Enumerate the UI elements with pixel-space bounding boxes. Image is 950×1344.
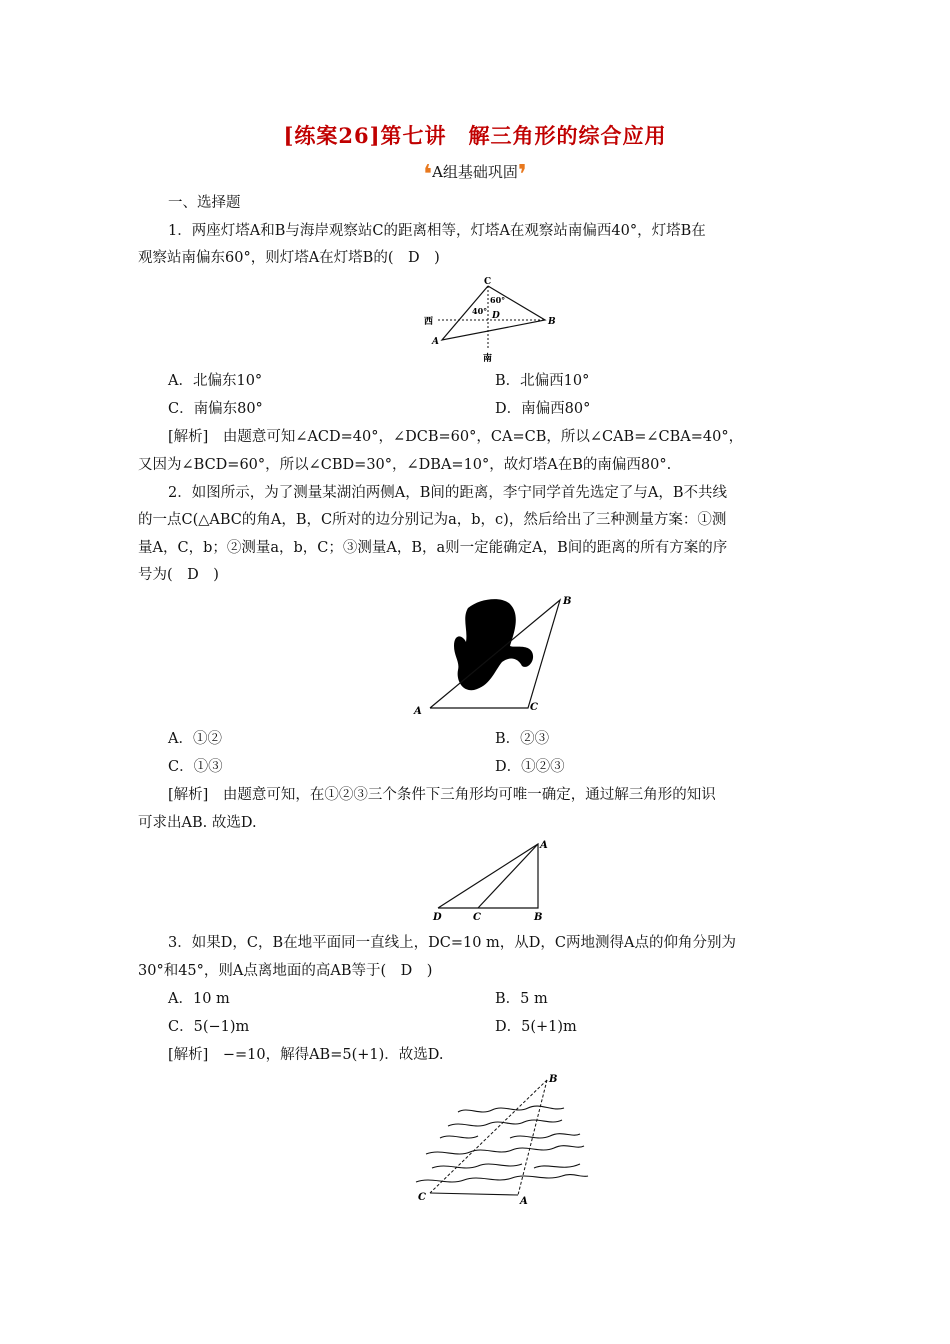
q3-label-C: C <box>473 912 481 923</box>
q2-label-A: A <box>414 706 422 717</box>
q1-analysis-line1: [解析] 由题意可知∠ACD=40°，∠DCB=60°，CA=CB，所以∠CAB=∠CBA=40°， <box>168 429 744 445</box>
q3-label-B: B <box>534 912 543 923</box>
q2-figure <box>410 590 585 718</box>
q2-stem-line3: 量A，C，b；②测量a，b，C；③测量A，B，a则一定能确定A，B间的距离的所有方案的序 <box>138 540 728 556</box>
q2-analysis-line2: 可求出AB. 故选D. <box>138 815 257 831</box>
q1-option-d: D．南偏西80° <box>495 401 591 417</box>
q1-figure <box>420 272 570 364</box>
q1-option-a: A．北偏东10° <box>168 373 263 389</box>
q2-stem-line4: 号为( D ) <box>138 567 219 583</box>
q3-figure <box>428 836 558 924</box>
q1-option-b: B．北偏西10° <box>495 373 590 389</box>
q4-label-B: B <box>549 1074 558 1085</box>
q1-label-A: A <box>432 337 439 347</box>
q1-option-c: C．南偏东80° <box>168 401 263 417</box>
section-heading: 一、选择题 <box>168 195 241 211</box>
q3-option-c: C．5(−1)m <box>168 1019 250 1035</box>
group-badge <box>0 160 950 190</box>
q3-stem-line2: 30°和45°，则A点离地面的高AB等于( D ) <box>138 963 433 979</box>
q4-figure <box>412 1068 592 1210</box>
page-title: [练案26]第七讲 解三角形的综合应用 <box>283 123 667 148</box>
q3-option-b: B．5 m <box>495 991 548 1007</box>
q3-label-D: D <box>433 912 442 923</box>
q1-label-C: C <box>484 277 492 287</box>
q1-label-west: 西 <box>424 317 434 327</box>
q4-label-C: C <box>418 1192 426 1203</box>
group-label: A组基础巩固 <box>432 163 518 181</box>
q4-label-A: A <box>520 1196 528 1207</box>
q3-stem-line1: 3．如果D，C，B在地平面同一直线上，DC=10 m，从D，C两地测得A点的仰角分别为 <box>168 935 736 951</box>
q3-analysis-line1: [解析] −=10，解得AB=5(+1)．故选D. <box>168 1047 444 1063</box>
q2-option-a: A．①② <box>168 731 222 747</box>
q2-stem-line1: 2．如图所示，为了测量某湖泊两侧A，B间的距离，李宁同学首先选定了与A，B不共线 <box>168 485 727 501</box>
q2-label-C: C <box>530 702 538 713</box>
q2-option-b: B．②③ <box>495 731 550 747</box>
close-quote-icon: ❜ <box>517 160 527 190</box>
q1-analysis-line2: 又因为∠BCD=60°，所以∠CBD=30°，∠DBA=10°，故灯塔A在B的南偏西80°. <box>138 457 672 473</box>
q1-stem-line1: 1．两座灯塔A和B与海岸观察站C的距离相等，灯塔A在观察站南偏西40°，灯塔B在 <box>168 223 706 239</box>
q1-label-south: 南 <box>483 354 493 364</box>
q3-option-d: D．5(+1)m <box>495 1019 577 1035</box>
q2-lake-shape <box>454 599 533 690</box>
q2-label-B: B <box>563 596 572 607</box>
q2-stem-line2: 的一点C(△ABC的角A，B，C所对的边分别记为a，b，c)，然后给出了三种测量方案：①测 <box>138 512 727 528</box>
q1-label-B: B <box>548 317 556 327</box>
q3-label-A: A <box>540 840 548 851</box>
q1-stem-line2: 观察站南偏东60°，则灯塔A在灯塔B的( D ) <box>138 250 440 266</box>
q2-analysis-line1: [解析] 由题意可知，在①②③三个条件下三角形均可唯一确定，通过解三角形的知识 <box>168 787 716 803</box>
q2-option-d: D．①②③ <box>495 759 565 775</box>
q3-option-a: A．10 m <box>168 991 230 1007</box>
open-quote-icon: ❛ <box>423 160 433 190</box>
q1-label-60: 60° <box>490 295 506 305</box>
q2-option-c: C．①③ <box>168 759 223 775</box>
q1-label-D: D <box>492 311 500 321</box>
q1-label-40: 40° <box>472 306 488 316</box>
